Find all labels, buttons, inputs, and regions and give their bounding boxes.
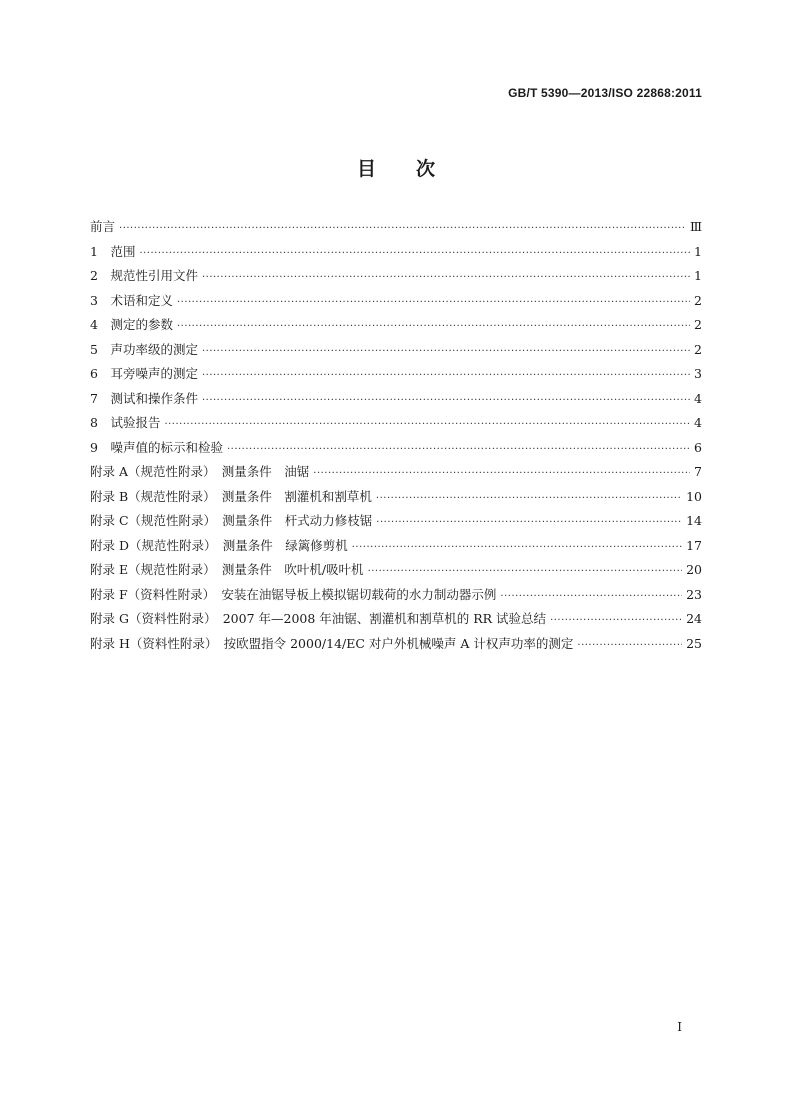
dot-leader bbox=[202, 387, 690, 414]
toc-entry-foreword[interactable] bbox=[90, 215, 702, 240]
toc-entry-annex-g[interactable] bbox=[90, 607, 702, 632]
toc-entry-page: Ⅲ bbox=[689, 219, 702, 234]
toc-entry-page: 10 bbox=[686, 488, 702, 504]
toc-entry-label: 1 范围 bbox=[90, 243, 136, 259]
toc-entry-annex-f[interactable] bbox=[90, 583, 702, 608]
toc-entry-page: 1 bbox=[694, 243, 702, 259]
toc-entry-page: 7 bbox=[694, 464, 702, 479]
dot-leader bbox=[119, 215, 686, 242]
toc-entry-4[interactable] bbox=[90, 313, 702, 338]
title-char-1: 目 bbox=[356, 158, 376, 180]
dot-leader bbox=[139, 240, 690, 267]
toc-entry-annex-b[interactable] bbox=[90, 485, 702, 510]
dot-leader bbox=[202, 264, 690, 291]
dot-leader bbox=[376, 509, 682, 536]
toc-entry-label: 前言 bbox=[90, 219, 116, 234]
toc-entry-label: 附录 H（资料性附录） 按欧盟指令 2000/14/EC 对户外机械噪声 A 计权声功率的测定 bbox=[90, 635, 574, 651]
page-number: I bbox=[677, 1020, 682, 1034]
dot-leader bbox=[202, 362, 690, 389]
toc-entry-3[interactable] bbox=[90, 289, 702, 314]
toc-entry-annex-a[interactable] bbox=[90, 460, 702, 485]
dot-leader bbox=[368, 558, 683, 585]
toc-entry-page: 3 bbox=[694, 366, 702, 381]
dot-leader bbox=[202, 338, 690, 365]
toc-entry-page: 2 bbox=[694, 292, 702, 308]
toc-entry-label: 附录 D（规范性附录） 测量条件 绿篱修剪机 bbox=[90, 537, 348, 553]
toc-entry-label: 4 测定的参数 bbox=[90, 317, 173, 332]
toc-entry-label: 附录 E（规范性附录） 测量条件 吹叶机/吸叶机 bbox=[90, 562, 364, 577]
toc-entry-label: 3 术语和定义 bbox=[90, 292, 173, 308]
dot-leader bbox=[177, 313, 690, 340]
toc-entry-label: 7 测试和操作条件 bbox=[90, 390, 198, 406]
toc-entry-page: 2 bbox=[694, 341, 702, 357]
toc-entry-page: 25 bbox=[686, 635, 702, 651]
toc-entry-label: 附录 F（资料性附录） 安装在油锯导板上模拟锯切载荷的水力制动器示例 bbox=[90, 586, 497, 602]
dot-leader bbox=[177, 289, 690, 316]
dot-leader bbox=[376, 485, 682, 512]
toc-entry-label: 8 试验报告 bbox=[90, 415, 161, 430]
toc-entry-label: 附录 B（规范性附录） 测量条件 割灌机和割草机 bbox=[90, 488, 372, 504]
toc-entry-9[interactable] bbox=[90, 436, 702, 461]
toc-entry-1[interactable] bbox=[90, 240, 702, 265]
toc-entry-label: 附录 C（规范性附录） 测量条件 杆式动力修枝锯 bbox=[90, 513, 373, 528]
dot-leader bbox=[550, 607, 682, 634]
toc-entry-page: 2 bbox=[694, 317, 702, 332]
toc-entry-label: 2 规范性引用文件 bbox=[90, 268, 198, 283]
page-title bbox=[0, 154, 792, 181]
toc-entry-annex-d[interactable] bbox=[90, 534, 702, 559]
toc-entry-page: 20 bbox=[686, 562, 702, 577]
toc-entry-page: 4 bbox=[694, 390, 702, 406]
toc-entry-label: 附录 G（资料性附录） 2007 年—2008 年油锯、割灌机和割草机的 RR 试验总结 bbox=[90, 611, 547, 626]
table-of-contents bbox=[90, 215, 702, 656]
dot-leader bbox=[500, 583, 682, 610]
toc-entry-label: 附录 A（规范性附录） 测量条件 油锯 bbox=[90, 464, 310, 479]
toc-entry-page: 23 bbox=[686, 586, 702, 602]
toc-entry-page: 14 bbox=[686, 513, 702, 528]
toc-entry-label: 6 耳旁噪声的测定 bbox=[90, 366, 198, 381]
dot-leader bbox=[577, 632, 682, 659]
toc-entry-annex-e[interactable] bbox=[90, 558, 702, 583]
toc-entry-page: 6 bbox=[694, 439, 702, 455]
toc-entry-label: 9 噪声值的标示和检验 bbox=[90, 439, 223, 455]
toc-entry-page: 17 bbox=[686, 537, 702, 553]
toc-entry-annex-h[interactable] bbox=[90, 632, 702, 657]
dot-leader bbox=[164, 411, 690, 438]
dot-leader bbox=[313, 460, 690, 487]
toc-entry-7[interactable] bbox=[90, 387, 702, 412]
title-char-2: 次 bbox=[416, 158, 436, 180]
dot-leader bbox=[227, 436, 690, 463]
toc-entry-page: 1 bbox=[694, 268, 702, 283]
toc-entry-2[interactable] bbox=[90, 264, 702, 289]
toc-entry-6[interactable] bbox=[90, 362, 702, 387]
dot-leader bbox=[352, 534, 682, 561]
standard-code: GB/T 5390—2013/ISO 22868:2011 bbox=[508, 86, 702, 100]
toc-entry-page: 24 bbox=[686, 611, 702, 626]
toc-entry-page: 4 bbox=[694, 415, 702, 430]
toc-entry-8[interactable] bbox=[90, 411, 702, 436]
toc-entry-label: 5 声功率级的测定 bbox=[90, 341, 198, 357]
toc-entry-5[interactable] bbox=[90, 338, 702, 363]
toc-entry-annex-c[interactable] bbox=[90, 509, 702, 534]
